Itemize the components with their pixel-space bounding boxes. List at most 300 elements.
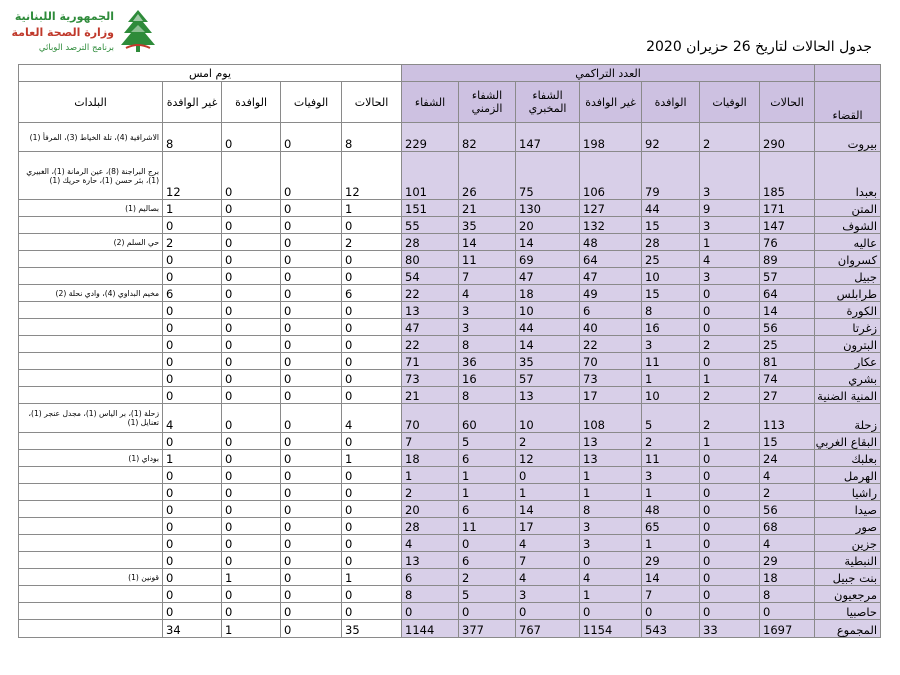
cell-cases: 18 bbox=[760, 569, 815, 586]
cell-cases: 15 bbox=[760, 433, 815, 450]
cell-imported: 3 bbox=[642, 336, 700, 353]
cell-yesterday-imported: 0 bbox=[222, 404, 281, 433]
cell-yesterday-cases: 4 bbox=[342, 404, 402, 433]
cell-imported: 10 bbox=[642, 268, 700, 285]
cell-towns: حي السلم (2) bbox=[19, 234, 163, 251]
cell-cases: 147 bbox=[760, 217, 815, 234]
cell-yesterday-deaths: 0 bbox=[281, 285, 342, 302]
cell-yesterday-deaths: 0 bbox=[281, 484, 342, 501]
cell-time-recovered: 2 bbox=[459, 569, 516, 586]
cell-cases: 4 bbox=[760, 535, 815, 552]
cell-deaths: 0 bbox=[700, 603, 760, 620]
cell-lab-recovered: 3 bbox=[516, 586, 580, 603]
cell-yesterday-cases: 0 bbox=[342, 353, 402, 370]
cell-recovered: 71 bbox=[402, 353, 459, 370]
cell-deaths: 0 bbox=[700, 518, 760, 535]
cell-imported: 28 bbox=[642, 234, 700, 251]
cell-yesterday-cases: 0 bbox=[342, 370, 402, 387]
cell-non-imported: 48 bbox=[580, 234, 642, 251]
cell-non-imported: 1 bbox=[580, 467, 642, 484]
cell-non-imported: 127 bbox=[580, 200, 642, 217]
cell-yesterday-imported: 0 bbox=[222, 234, 281, 251]
cell-cases: 56 bbox=[760, 501, 815, 518]
cell-non-imported: 198 bbox=[580, 123, 642, 152]
cell-district: صور bbox=[815, 518, 881, 535]
cell-lab-recovered: 13 bbox=[516, 387, 580, 404]
cell-imported: 44 bbox=[642, 200, 700, 217]
table-row bbox=[19, 217, 881, 234]
cell-towns bbox=[19, 319, 163, 336]
cell-district: بشري bbox=[815, 370, 881, 387]
cell-imported: 11 bbox=[642, 353, 700, 370]
table-row bbox=[19, 152, 881, 200]
cell-deaths: 3 bbox=[700, 152, 760, 200]
cell-cases: 0 bbox=[760, 603, 815, 620]
cell-imported: 5 bbox=[642, 404, 700, 433]
cell-lab-recovered: 47 bbox=[516, 268, 580, 285]
cell-imported: 0 bbox=[642, 603, 700, 620]
cell-deaths: 0 bbox=[700, 552, 760, 569]
cell-yesterday-cases: 0 bbox=[342, 552, 402, 569]
cell-yesterday-imported: 0 bbox=[222, 251, 281, 268]
cell-yesterday-deaths: 0 bbox=[281, 152, 342, 200]
cell-yesterday-cases: 1 bbox=[342, 450, 402, 467]
table-row bbox=[19, 586, 881, 603]
cell-imported: 11 bbox=[642, 450, 700, 467]
cell-cases: 27 bbox=[760, 387, 815, 404]
table-row bbox=[19, 285, 881, 302]
cell-lab-recovered: 44 bbox=[516, 319, 580, 336]
cell-lab-recovered: 14 bbox=[516, 501, 580, 518]
cell-cases: 81 bbox=[760, 353, 815, 370]
cell-yesterday-non-imported: 4 bbox=[163, 404, 222, 433]
cell-time-recovered: 1 bbox=[459, 484, 516, 501]
cell-towns bbox=[19, 535, 163, 552]
cell-yesterday-deaths: 0 bbox=[281, 501, 342, 518]
cell-yesterday-imported: 0 bbox=[222, 302, 281, 319]
cell-yesterday-imported: 1 bbox=[222, 620, 281, 638]
table-row bbox=[19, 200, 881, 217]
cell-yesterday-non-imported: 0 bbox=[163, 302, 222, 319]
cell-recovered: 0 bbox=[402, 603, 459, 620]
cell-time-recovered: 82 bbox=[459, 123, 516, 152]
cell-yesterday-imported: 0 bbox=[222, 200, 281, 217]
cell-yesterday-non-imported: 0 bbox=[163, 569, 222, 586]
cell-time-recovered: 1 bbox=[459, 467, 516, 484]
cell-deaths: 0 bbox=[700, 285, 760, 302]
cell-towns bbox=[19, 484, 163, 501]
cell-recovered: 13 bbox=[402, 302, 459, 319]
column-header-yesterday-non-imported: غير الوافدة bbox=[163, 82, 222, 123]
cell-non-imported: 1 bbox=[580, 484, 642, 501]
cell-yesterday-non-imported: 1 bbox=[163, 450, 222, 467]
cell-yesterday-imported: 0 bbox=[222, 603, 281, 620]
cell-imported: 92 bbox=[642, 123, 700, 152]
cell-yesterday-deaths: 0 bbox=[281, 336, 342, 353]
cell-deaths: 2 bbox=[700, 387, 760, 404]
cell-non-imported: 73 bbox=[580, 370, 642, 387]
cell-time-recovered: 6 bbox=[459, 501, 516, 518]
cell-district: طرابلس bbox=[815, 285, 881, 302]
cell-yesterday-cases: 0 bbox=[342, 251, 402, 268]
cell-cases: 57 bbox=[760, 268, 815, 285]
cell-non-imported: 1 bbox=[580, 586, 642, 603]
cell-yesterday-deaths: 0 bbox=[281, 620, 342, 638]
cell-lab-recovered: 18 bbox=[516, 285, 580, 302]
cell-non-imported: 13 bbox=[580, 450, 642, 467]
table-row bbox=[19, 569, 881, 586]
column-header-yesterday-deaths: الوفيات bbox=[281, 82, 342, 123]
cell-district: بعبدا bbox=[815, 152, 881, 200]
cell-lab-recovered: 75 bbox=[516, 152, 580, 200]
cell-yesterday-imported: 0 bbox=[222, 268, 281, 285]
cell-cases: 8 bbox=[760, 586, 815, 603]
cell-lab-recovered: 0 bbox=[516, 603, 580, 620]
cell-yesterday-non-imported: 0 bbox=[163, 484, 222, 501]
cell-towns bbox=[19, 336, 163, 353]
cell-yesterday-cases: 0 bbox=[342, 433, 402, 450]
cell-yesterday-deaths: 0 bbox=[281, 404, 342, 433]
cell-cases: 29 bbox=[760, 552, 815, 569]
cell-towns bbox=[19, 370, 163, 387]
cell-non-imported: 4 bbox=[580, 569, 642, 586]
cell-time-recovered: 26 bbox=[459, 152, 516, 200]
cell-lab-recovered: 10 bbox=[516, 404, 580, 433]
cell-yesterday-cases: 0 bbox=[342, 603, 402, 620]
cell-deaths: 1 bbox=[700, 433, 760, 450]
cell-time-recovered: 8 bbox=[459, 336, 516, 353]
cell-lab-recovered: 17 bbox=[516, 518, 580, 535]
cell-yesterday-non-imported: 0 bbox=[163, 552, 222, 569]
cell-deaths: 0 bbox=[700, 535, 760, 552]
cell-yesterday-deaths: 0 bbox=[281, 123, 342, 152]
ministry-logo bbox=[11, 6, 158, 58]
cell-yesterday-non-imported: 0 bbox=[163, 251, 222, 268]
cell-yesterday-non-imported: 0 bbox=[163, 501, 222, 518]
cell-recovered: 22 bbox=[402, 285, 459, 302]
cell-yesterday-non-imported: 0 bbox=[163, 336, 222, 353]
logo-line-ministry: وزارة الصحة العامة bbox=[11, 26, 114, 39]
cell-yesterday-imported: 0 bbox=[222, 123, 281, 152]
cell-yesterday-imported: 0 bbox=[222, 501, 281, 518]
cell-yesterday-imported: 0 bbox=[222, 353, 281, 370]
cell-towns: بوداي (1) bbox=[19, 450, 163, 467]
cell-time-recovered: 35 bbox=[459, 217, 516, 234]
cell-yesterday-imported: 0 bbox=[222, 518, 281, 535]
cell-lab-recovered: 147 bbox=[516, 123, 580, 152]
cell-non-imported: 70 bbox=[580, 353, 642, 370]
cell-cases: 4 bbox=[760, 467, 815, 484]
cell-district: الكورة bbox=[815, 302, 881, 319]
cell-yesterday-deaths: 0 bbox=[281, 535, 342, 552]
cell-yesterday-cases: 0 bbox=[342, 302, 402, 319]
cell-deaths: 3 bbox=[700, 268, 760, 285]
cell-non-imported: 17 bbox=[580, 387, 642, 404]
cell-towns bbox=[19, 552, 163, 569]
cell-non-imported: 108 bbox=[580, 404, 642, 433]
cell-district: النبطية bbox=[815, 552, 881, 569]
cell-imported: 16 bbox=[642, 319, 700, 336]
cell-deaths: 3 bbox=[700, 217, 760, 234]
cell-deaths: 9 bbox=[700, 200, 760, 217]
cell-time-recovered: 377 bbox=[459, 620, 516, 638]
cell-yesterday-cases: 6 bbox=[342, 285, 402, 302]
cell-lab-recovered: 4 bbox=[516, 569, 580, 586]
cell-yesterday-imported: 1 bbox=[222, 569, 281, 586]
cell-recovered: 6 bbox=[402, 569, 459, 586]
cell-imported: 1 bbox=[642, 535, 700, 552]
group-header-yesterday: يوم امس bbox=[19, 65, 402, 82]
cell-yesterday-cases: 0 bbox=[342, 319, 402, 336]
cell-time-recovered: 11 bbox=[459, 518, 516, 535]
cell-yesterday-deaths: 0 bbox=[281, 353, 342, 370]
cell-non-imported: 1154 bbox=[580, 620, 642, 638]
cell-yesterday-cases: 0 bbox=[342, 336, 402, 353]
cell-time-recovered: 16 bbox=[459, 370, 516, 387]
column-header-recovered: الشفاء bbox=[402, 82, 459, 123]
cell-district: مرجعيون bbox=[815, 586, 881, 603]
cell-yesterday-cases: 0 bbox=[342, 518, 402, 535]
cell-yesterday-deaths: 0 bbox=[281, 200, 342, 217]
cell-lab-recovered: 12 bbox=[516, 450, 580, 467]
column-header-imported: الوافدة bbox=[642, 82, 700, 123]
cell-towns bbox=[19, 603, 163, 620]
cell-lab-recovered: 130 bbox=[516, 200, 580, 217]
cell-towns bbox=[19, 302, 163, 319]
cell-imported: 65 bbox=[642, 518, 700, 535]
cell-towns bbox=[19, 501, 163, 518]
table-total-row bbox=[19, 620, 881, 638]
cell-recovered: 13 bbox=[402, 552, 459, 569]
cell-recovered: 70 bbox=[402, 404, 459, 433]
cell-imported: 3 bbox=[642, 467, 700, 484]
cell-cases: 185 bbox=[760, 152, 815, 200]
table-row bbox=[19, 123, 881, 152]
cell-yesterday-imported: 0 bbox=[222, 484, 281, 501]
cell-cases: 64 bbox=[760, 285, 815, 302]
cell-recovered: 20 bbox=[402, 501, 459, 518]
column-header-cases: الحالات bbox=[760, 82, 815, 123]
cell-yesterday-cases: 0 bbox=[342, 217, 402, 234]
cell-imported: 79 bbox=[642, 152, 700, 200]
cell-deaths: 0 bbox=[700, 302, 760, 319]
table-row bbox=[19, 535, 881, 552]
table-row bbox=[19, 484, 881, 501]
cell-lab-recovered: 2 bbox=[516, 433, 580, 450]
cell-district: صيدا bbox=[815, 501, 881, 518]
cell-recovered: 28 bbox=[402, 518, 459, 535]
cell-time-recovered: 21 bbox=[459, 200, 516, 217]
cell-imported: 15 bbox=[642, 217, 700, 234]
cell-yesterday-deaths: 0 bbox=[281, 251, 342, 268]
cell-recovered: 101 bbox=[402, 152, 459, 200]
cell-yesterday-non-imported: 0 bbox=[163, 319, 222, 336]
cell-district: جزين bbox=[815, 535, 881, 552]
cell-yesterday-imported: 0 bbox=[222, 285, 281, 302]
cell-yesterday-cases: 0 bbox=[342, 467, 402, 484]
table-row bbox=[19, 336, 881, 353]
cell-yesterday-cases: 0 bbox=[342, 387, 402, 404]
cell-towns: زحلة (1)، بر الياس (1)، مجدل عنجر (1)، تعنايل (1) bbox=[19, 404, 163, 433]
cell-lab-recovered: 14 bbox=[516, 234, 580, 251]
cell-yesterday-deaths: 0 bbox=[281, 586, 342, 603]
cell-deaths: 0 bbox=[700, 586, 760, 603]
cell-deaths: 2 bbox=[700, 123, 760, 152]
cell-cases: 76 bbox=[760, 234, 815, 251]
cell-imported: 15 bbox=[642, 285, 700, 302]
table-row bbox=[19, 319, 881, 336]
header-blank bbox=[815, 65, 881, 82]
cell-time-recovered: 5 bbox=[459, 586, 516, 603]
cell-yesterday-non-imported: 2 bbox=[163, 234, 222, 251]
cell-deaths: 4 bbox=[700, 251, 760, 268]
cell-district: المنية الضنية bbox=[815, 387, 881, 404]
cell-cases: 56 bbox=[760, 319, 815, 336]
cell-yesterday-non-imported: 0 bbox=[163, 467, 222, 484]
cell-cases: 2 bbox=[760, 484, 815, 501]
cell-imported: 29 bbox=[642, 552, 700, 569]
cell-recovered: 2 bbox=[402, 484, 459, 501]
table-row bbox=[19, 353, 881, 370]
cell-district: جبيل bbox=[815, 268, 881, 285]
cell-yesterday-cases: 1 bbox=[342, 569, 402, 586]
cell-yesterday-cases: 2 bbox=[342, 234, 402, 251]
cell-yesterday-imported: 0 bbox=[222, 450, 281, 467]
cell-district: زغرتا bbox=[815, 319, 881, 336]
table-row bbox=[19, 501, 881, 518]
cell-yesterday-cases: 0 bbox=[342, 535, 402, 552]
cell-recovered: 151 bbox=[402, 200, 459, 217]
column-header-lab-recovered: الشفاء المخبري bbox=[516, 82, 580, 123]
cell-imported: 7 bbox=[642, 586, 700, 603]
cell-lab-recovered: 10 bbox=[516, 302, 580, 319]
cell-time-recovered: 3 bbox=[459, 319, 516, 336]
cell-deaths: 2 bbox=[700, 336, 760, 353]
cell-yesterday-imported: 0 bbox=[222, 467, 281, 484]
page-title: جدول الحالات لتاريخ 26 حزيران 2020 bbox=[646, 39, 872, 55]
cell-yesterday-imported: 0 bbox=[222, 586, 281, 603]
cell-non-imported: 40 bbox=[580, 319, 642, 336]
table-row bbox=[19, 302, 881, 319]
cell-yesterday-imported: 0 bbox=[222, 336, 281, 353]
cell-yesterday-non-imported: 1 bbox=[163, 200, 222, 217]
cell-towns bbox=[19, 353, 163, 370]
cell-yesterday-deaths: 0 bbox=[281, 234, 342, 251]
cell-district: عاليه bbox=[815, 234, 881, 251]
cell-non-imported: 47 bbox=[580, 268, 642, 285]
cell-district: راشيا bbox=[815, 484, 881, 501]
cell-yesterday-non-imported: 0 bbox=[163, 217, 222, 234]
cell-imported: 48 bbox=[642, 501, 700, 518]
cases-table bbox=[18, 64, 881, 638]
cell-imported: 10 bbox=[642, 387, 700, 404]
cell-lab-recovered: 0 bbox=[516, 467, 580, 484]
cell-imported: 543 bbox=[642, 620, 700, 638]
cell-yesterday-non-imported: 0 bbox=[163, 535, 222, 552]
table-row bbox=[19, 603, 881, 620]
cell-recovered: 55 bbox=[402, 217, 459, 234]
cell-cases: 171 bbox=[760, 200, 815, 217]
table-row bbox=[19, 387, 881, 404]
cell-district: حاصبيا bbox=[815, 603, 881, 620]
cell-towns bbox=[19, 251, 163, 268]
cell-imported: 1 bbox=[642, 370, 700, 387]
cell-recovered: 229 bbox=[402, 123, 459, 152]
cell-district: بعلبك bbox=[815, 450, 881, 467]
cell-deaths: 0 bbox=[700, 484, 760, 501]
cell-yesterday-cases: 12 bbox=[342, 152, 402, 200]
cell-yesterday-non-imported: 12 bbox=[163, 152, 222, 200]
cell-towns: مخيم البداوي (4)، وادي نحلة (2) bbox=[19, 285, 163, 302]
cell-cases: 113 bbox=[760, 404, 815, 433]
cell-time-recovered: 8 bbox=[459, 387, 516, 404]
cell-recovered: 80 bbox=[402, 251, 459, 268]
cell-yesterday-non-imported: 0 bbox=[163, 268, 222, 285]
cell-district: المتن bbox=[815, 200, 881, 217]
cell-district: كسروان bbox=[815, 251, 881, 268]
cell-time-recovered: 6 bbox=[459, 552, 516, 569]
cell-deaths: 0 bbox=[700, 450, 760, 467]
cell-time-recovered: 36 bbox=[459, 353, 516, 370]
cell-deaths: 2 bbox=[700, 404, 760, 433]
cell-non-imported: 132 bbox=[580, 217, 642, 234]
table-row bbox=[19, 251, 881, 268]
cell-towns bbox=[19, 217, 163, 234]
cell-yesterday-non-imported: 0 bbox=[163, 353, 222, 370]
cell-non-imported: 49 bbox=[580, 285, 642, 302]
cell-recovered: 47 bbox=[402, 319, 459, 336]
cell-recovered: 73 bbox=[402, 370, 459, 387]
cell-lab-recovered: 7 bbox=[516, 552, 580, 569]
table-row bbox=[19, 370, 881, 387]
table-row bbox=[19, 467, 881, 484]
cell-towns bbox=[19, 268, 163, 285]
cell-recovered: 1 bbox=[402, 467, 459, 484]
cell-imported: 8 bbox=[642, 302, 700, 319]
column-header-non-imported: غير الوافدة bbox=[580, 82, 642, 123]
cell-cases: 24 bbox=[760, 450, 815, 467]
cell-non-imported: 3 bbox=[580, 518, 642, 535]
cell-yesterday-cases: 35 bbox=[342, 620, 402, 638]
cell-yesterday-imported: 0 bbox=[222, 387, 281, 404]
cell-time-recovered: 7 bbox=[459, 268, 516, 285]
cell-cases: 1697 bbox=[760, 620, 815, 638]
cell-deaths: 1 bbox=[700, 234, 760, 251]
cell-imported: 14 bbox=[642, 569, 700, 586]
cell-lab-recovered: 35 bbox=[516, 353, 580, 370]
cell-yesterday-deaths: 0 bbox=[281, 387, 342, 404]
cell-deaths: 0 bbox=[700, 319, 760, 336]
cell-yesterday-deaths: 0 bbox=[281, 217, 342, 234]
cell-towns bbox=[19, 518, 163, 535]
cell-yesterday-cases: 0 bbox=[342, 501, 402, 518]
cell-recovered: 8 bbox=[402, 586, 459, 603]
cell-lab-recovered: 69 bbox=[516, 251, 580, 268]
cell-time-recovered: 3 bbox=[459, 302, 516, 319]
cell-lab-recovered: 20 bbox=[516, 217, 580, 234]
cell-deaths: 0 bbox=[700, 467, 760, 484]
cell-towns: الاشرافية (4)، تلة الخياط (3)، المرفأ (1) bbox=[19, 123, 163, 152]
table-row bbox=[19, 518, 881, 535]
cell-deaths: 0 bbox=[700, 501, 760, 518]
cell-recovered: 4 bbox=[402, 535, 459, 552]
cell-yesterday-cases: 8 bbox=[342, 123, 402, 152]
cell-yesterday-cases: 1 bbox=[342, 200, 402, 217]
column-header-yesterday-cases: الحالات bbox=[342, 82, 402, 123]
table-row bbox=[19, 234, 881, 251]
cell-yesterday-cases: 0 bbox=[342, 484, 402, 501]
cell-imported: 1 bbox=[642, 484, 700, 501]
